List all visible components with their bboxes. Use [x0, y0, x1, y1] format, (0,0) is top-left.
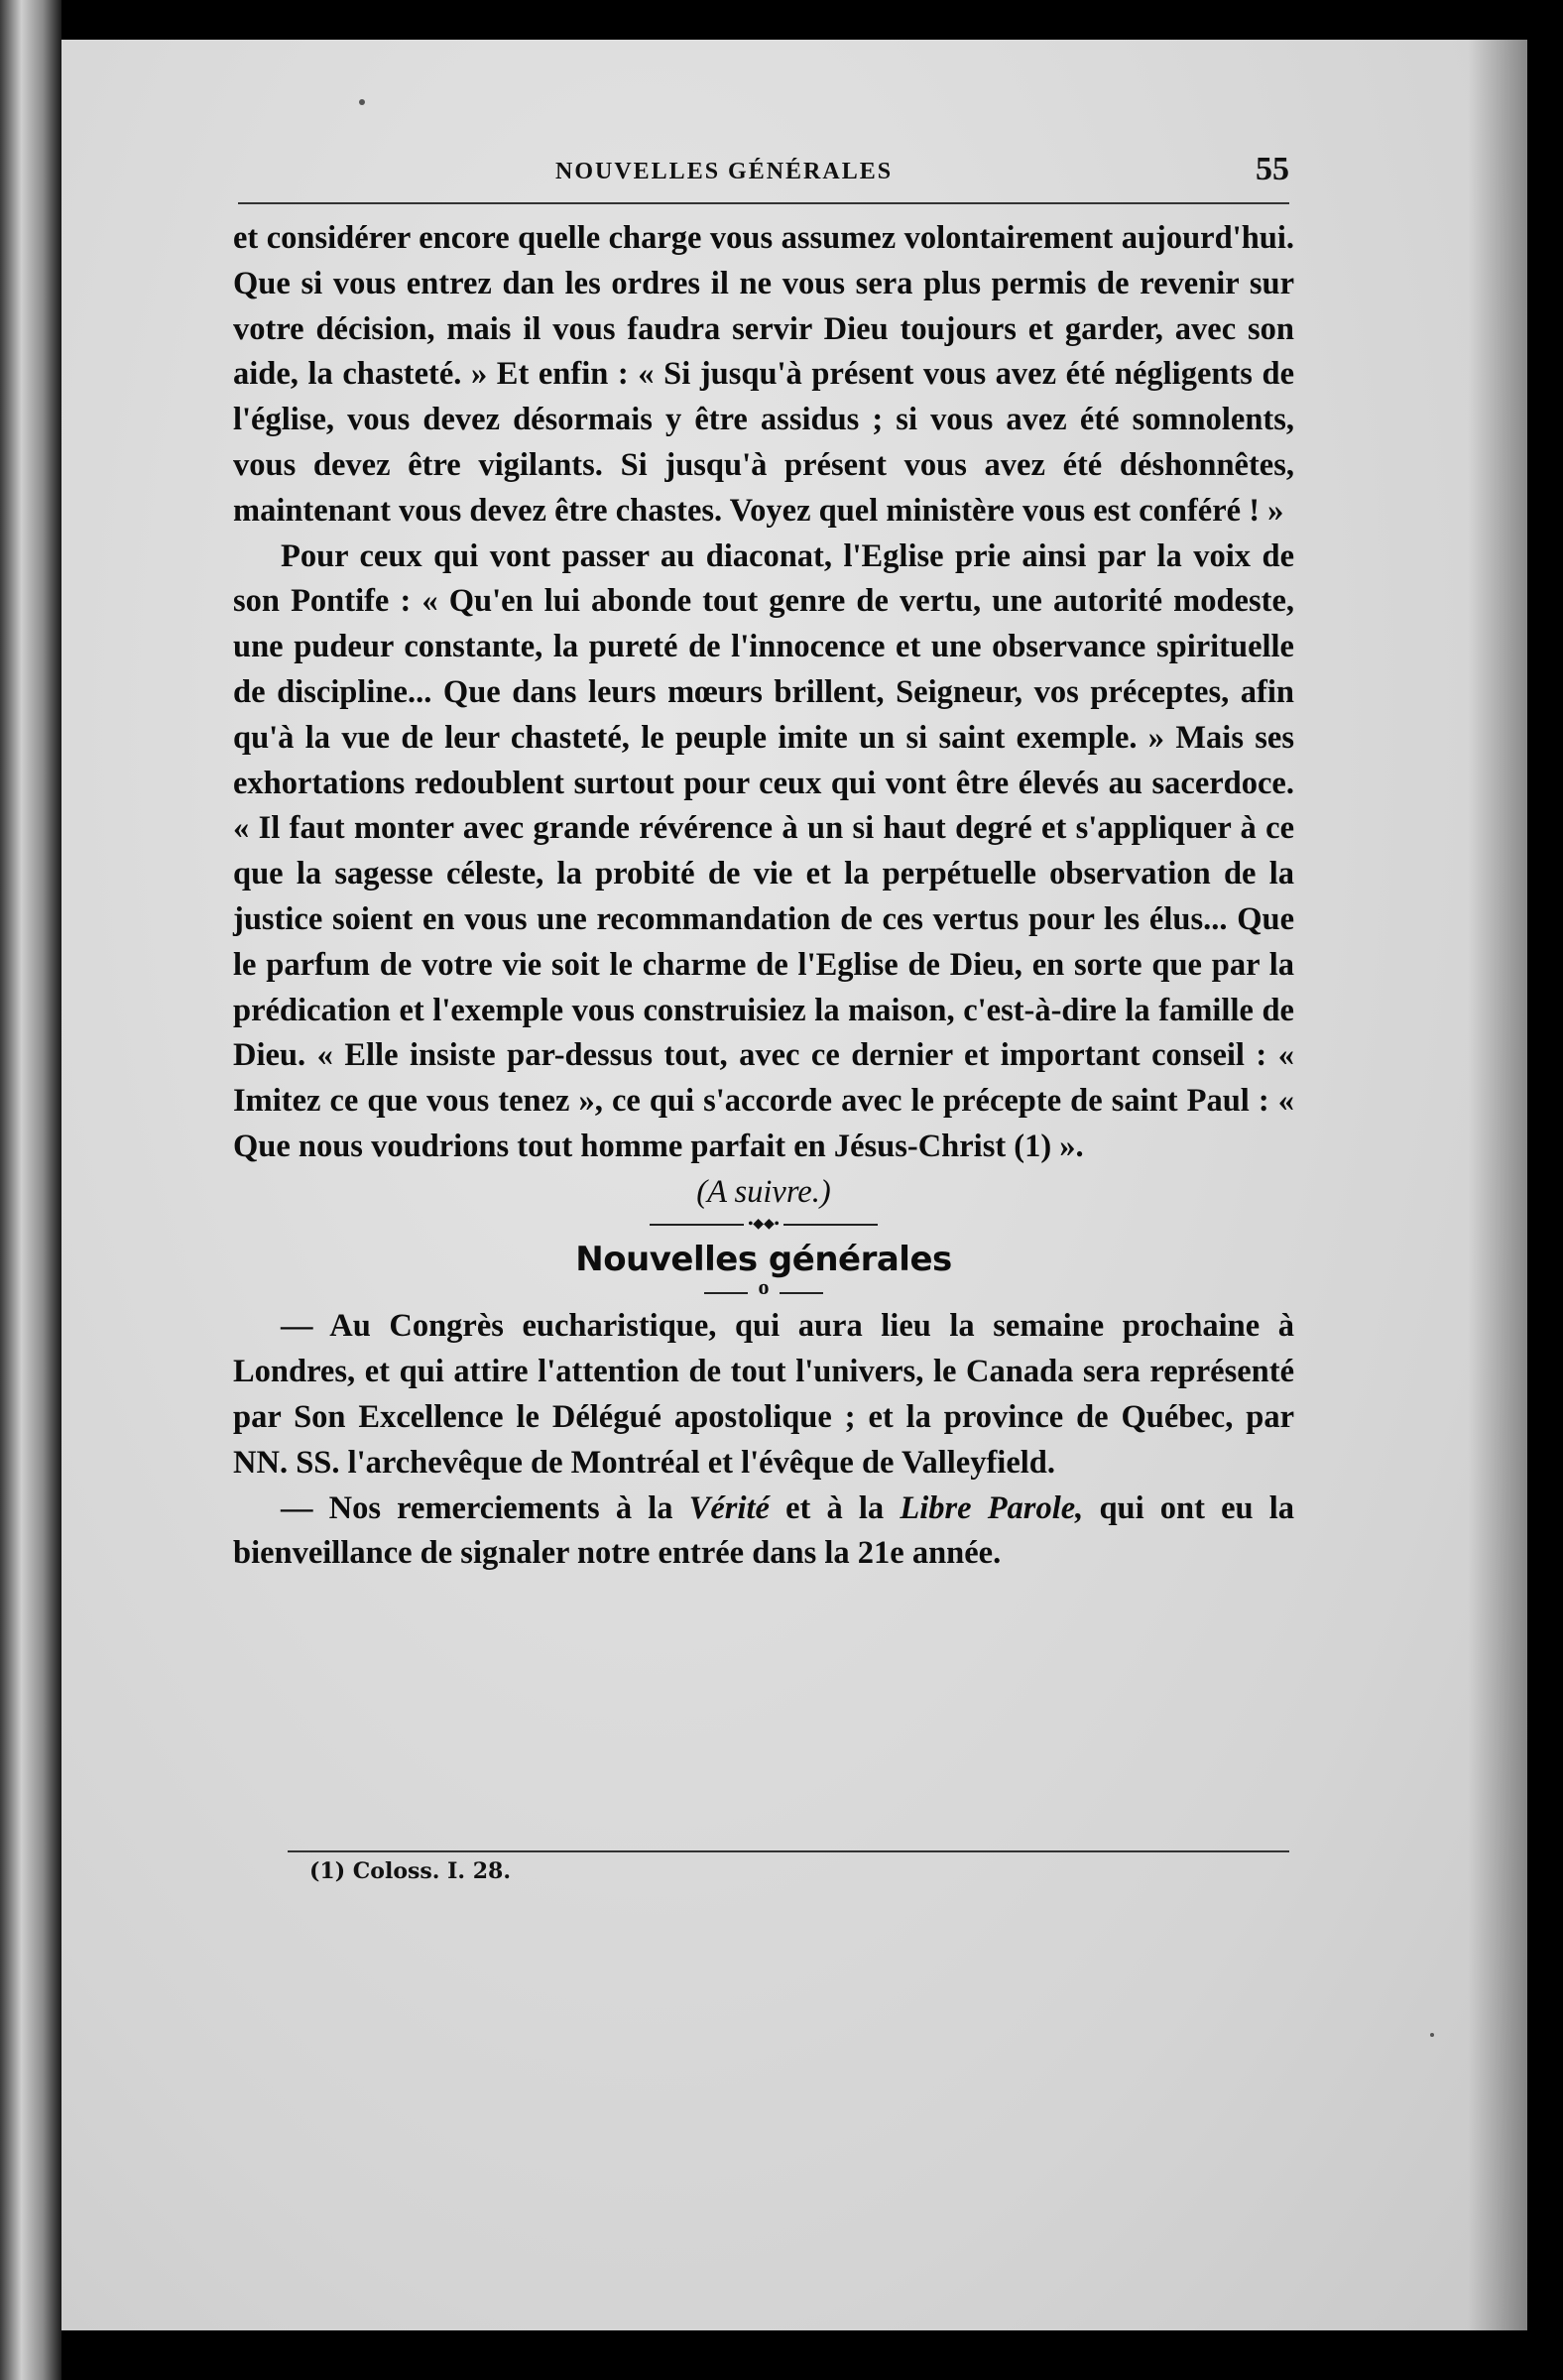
header-rule	[238, 202, 1289, 204]
to-be-continued: (A suivre.)	[696, 1173, 831, 1210]
scan-speck	[359, 99, 365, 105]
page-number: 55	[1256, 151, 1289, 187]
paragraph-continuation: et considérer encore quelle charge vous assumez volontairement aujourd'hui. Que si vous entrez dan les ordres il ne vous sera plus permis de revenir sur votre décision, mais il vous faudra servir Dieu toujours et garder, avec son aide, la chasteté. » Et enfin : « Si jusqu'à présent vous avez été négligents de l'église, vous devez désormais y être assidus ; si vous avez été somnolents, vous devez être vigilants. Si jusqu'à présent vous avez été déshonnêtes, maintenant vous devez être chastes. Voyez quel ministère vous est conféré ! »	[233, 220, 1294, 529]
footnote-rule	[288, 1850, 1289, 1852]
running-head: NOUVELLES GÉNÉRALES	[555, 159, 894, 184]
main-text	[233, 216, 1294, 1577]
page-header	[238, 117, 1289, 186]
section-ornament: •◆◆•	[650, 1218, 878, 1232]
footnote: (1) Coloss. I. 28.	[309, 1858, 511, 1884]
news-item-remerciements: — Nos remerciements à la Vérité et à la Libre Parole, qui ont eu la bienveillance de signaler notre entrée dans la 21e année.	[233, 1489, 1295, 1572]
publication-verite: Vérité	[688, 1489, 770, 1526]
scan-speck	[1430, 2033, 1434, 2037]
scan-left-edge	[0, 0, 61, 2380]
news-item-congres: — Au Congrès eucharistique, qui aura lieu la semaine prochaine à Londres, et qui attire l'attention de tout l'univers, le Canada sera représenté par Son Excellence le Délégué apostolique ; et la province de Québec, par NN. SS. l'archevêque de Montréal et l'évêque de Valleyfield.	[233, 1308, 1294, 1481]
publication-libre-parole: Libre Parole,	[900, 1489, 1084, 1526]
page-gutter-shadow	[1468, 40, 1527, 2330]
title-divider: o	[704, 1282, 823, 1302]
paragraph-diaconat: Pour ceux qui vont passer au diaconat, l'Eglise prie ainsi par la voix de son Pontife : « Qu'en lui abonde tout genre de vertu, une autorité modeste, une pudeur constante, la pureté de l'innocence et une observance spirituelle de discipline... Que dans leurs mœurs brillent, Seigneur, vos préceptes, afin qu'à la vue de leur chasteté, le peuple imite un si saint exemple. » Mais ses exhortations redoublent surtout pour ceux qui vont être élevés au sacerdoce. « Il faut monter avec grande révérence à un si haut degré et s'appliquer à ce que la sagesse céleste, la probité de vie et la perpétuelle observation de la justice soient en vous une recommandation de ces vertus pour les élus... Que le parfum de votre vie soit le charme de l'Eglise de Dieu, en sorte que par la prédication et l'exemple vous construisiez la maison, c'est-à-dire la famille de Dieu. « Elle insiste par-dessus tout, avec ce dernier et important conseil : « Imitez ce que vous tenez », ce qui s'accorde avec le précepte de saint Paul : « Que nous voudrions tout homme parfait en Jésus-Christ (1) ».	[233, 537, 1294, 1164]
section-title: Nouvelles générales	[575, 1239, 952, 1279]
